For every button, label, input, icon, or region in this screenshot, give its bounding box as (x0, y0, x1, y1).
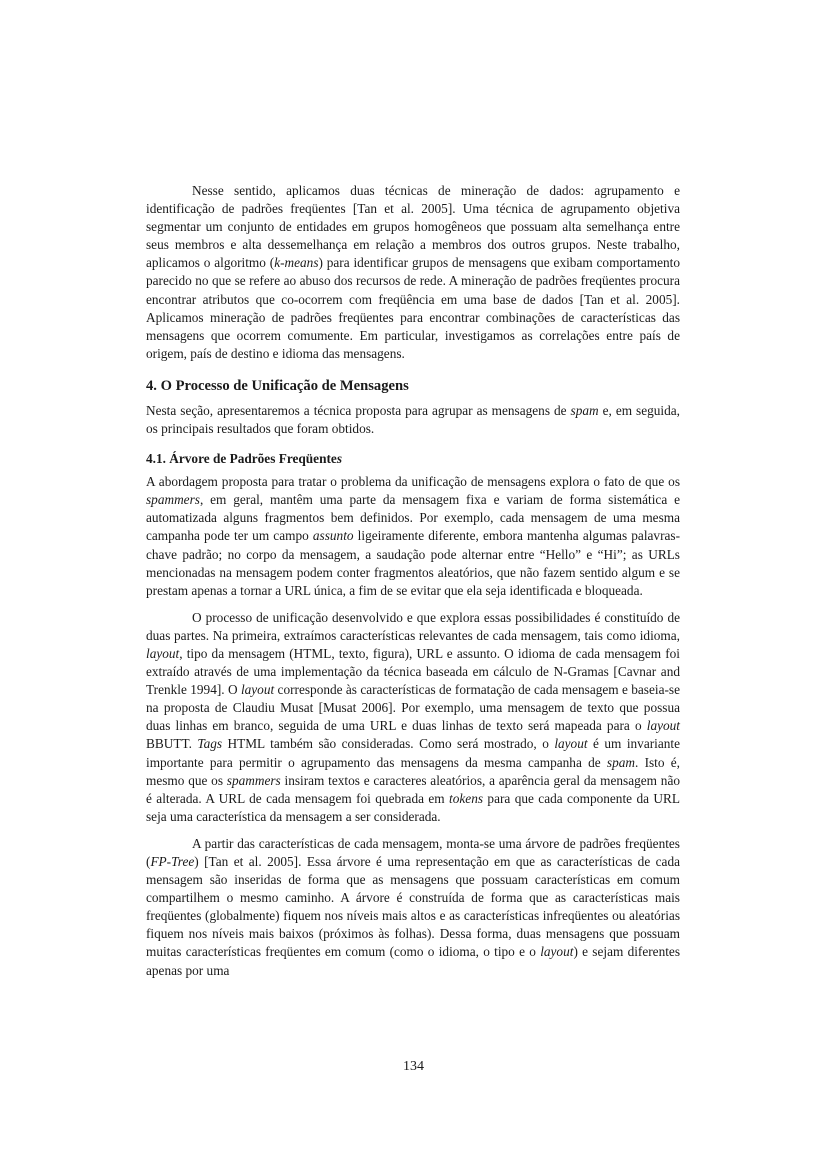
page-number: 134 (403, 1059, 424, 1074)
paragraph-section-4: Nesta seção, apresentaremos a técnica proposta para agrupar as mensagens de spam e, em seguida, os principais resultados que foram obtidos. (146, 402, 680, 437)
section-4-heading: 4. O Processo de Unificação de Mensagens (146, 377, 409, 394)
paragraph-process: O processo de unificação desenvolvido e que explora essas possibilidades é constituído de duas partes. Na primeira, extraímos características relevantes de cada mensagem, tais como idioma, layout, tipo da mensagem (HTML, texto, figura), URL e assunto. O idioma de cada mensagem foi extraído através de uma implementação da técnica baseada em cálculo de N-Gramas [Cavnar and Trenkle 1994]. O layout corresponde às características de formatação de cada mensagem e baseia-se na proposta de Claudiu Musat [Musat 2006]. Por exemplo, uma mensagem de texto que possua duas linhas em branco, seguida de uma URL e duas linhas de texto será mapeada para o layout BBUTT. Tags HTML também são consideradas. Como será mostrado, o layout é um invariante importante para permitir o agrupamento das mensagens da mesma campanha de spam. Isto é, mesmo que os spammers insiram textos e caracteres aleatórios, a aparência geral da mensagem não é alterada. A URL de cada mensagem foi quebrada em tokens para que cada componente da URL seja uma característica da mensagem a ser considerada. (146, 609, 681, 824)
paragraph-approach: A abordagem proposta para tratar o problema da unificação de mensagens explora o fato de que os spammers, em geral, mantêm uma parte da mensagem fixa e variam de forma sistemática e automatizada alguns fragmentos bem definidos. Por exemplo, cada mensagem de uma mesma campanha pode ter um campo assunto ligeiramente diferente, embora mantenha algumas palavras-chave padrão; no corpo da mensagem, a saudação pode alternar entre “Hello” e “Hi”; as URLs mencionadas na mensagem podem conter fragmentos aleatórios, que não fazem sentido algum e se prestam apenas a tornar a URL única, a fim de se evitar que ela seja identificada e bloqueada. (146, 474, 680, 598)
paragraph-intro: Nesse sentido, aplicamos duas técnicas de mineração de dados: agrupamento e identificação de padrões freqüentes [Tan et al. 2005]. Uma técnica de agrupamento objetiva segmentar um conjunto de entidades em grupos homogêneos que possuam alta semelhança entre seus membros e alta dessemelhança em relação a membros dos outros grupos. Neste trabalho, aplicamos o algoritmo (k-means) para identificar grupos de mensagens que exibam comportamento parecido no que se refere ao abuso dos recursos de rede. A mineração de padrões freqüentes procura encontrar atributos que co-ocorrem com freqüência em uma base de dados [Tan et al. 2005]. Aplicamos mineração de padrões freqüentes para encontrar combinações de características das mensagens que ocorrem comumente. Em particular, investigamos as correlações entre país de origem, país de destino e idioma das mensagens. (146, 183, 680, 361)
paragraph-fp-tree: A partir das características de cada mensagem, monta-se uma árvore de padrões freqüentes (FP-Tree) [Tan et al. 2005]. Essa árvore é uma representação em que as características de cada mensagem são inseridas de forma que as mensagens que possuam características em comum compartilhem o mesmo caminho. A árvore é construída de forma que as características mais freqüentes (globalmente) fiquem nos níveis mais altos e as características infreqüentes ou aleatórias fiquem nos níveis mais baixos (próximos às folhas). Dessa forma, duas mensagens que possuam muitas características freqüentes em comum (como o idioma, o tipo e o layout) e sejam diferentes apenas por uma (146, 835, 680, 978)
paper-page (146, 182, 680, 980)
section-4-1-heading: 4.1. Árvore de Padrões Freqüentes (146, 451, 342, 467)
